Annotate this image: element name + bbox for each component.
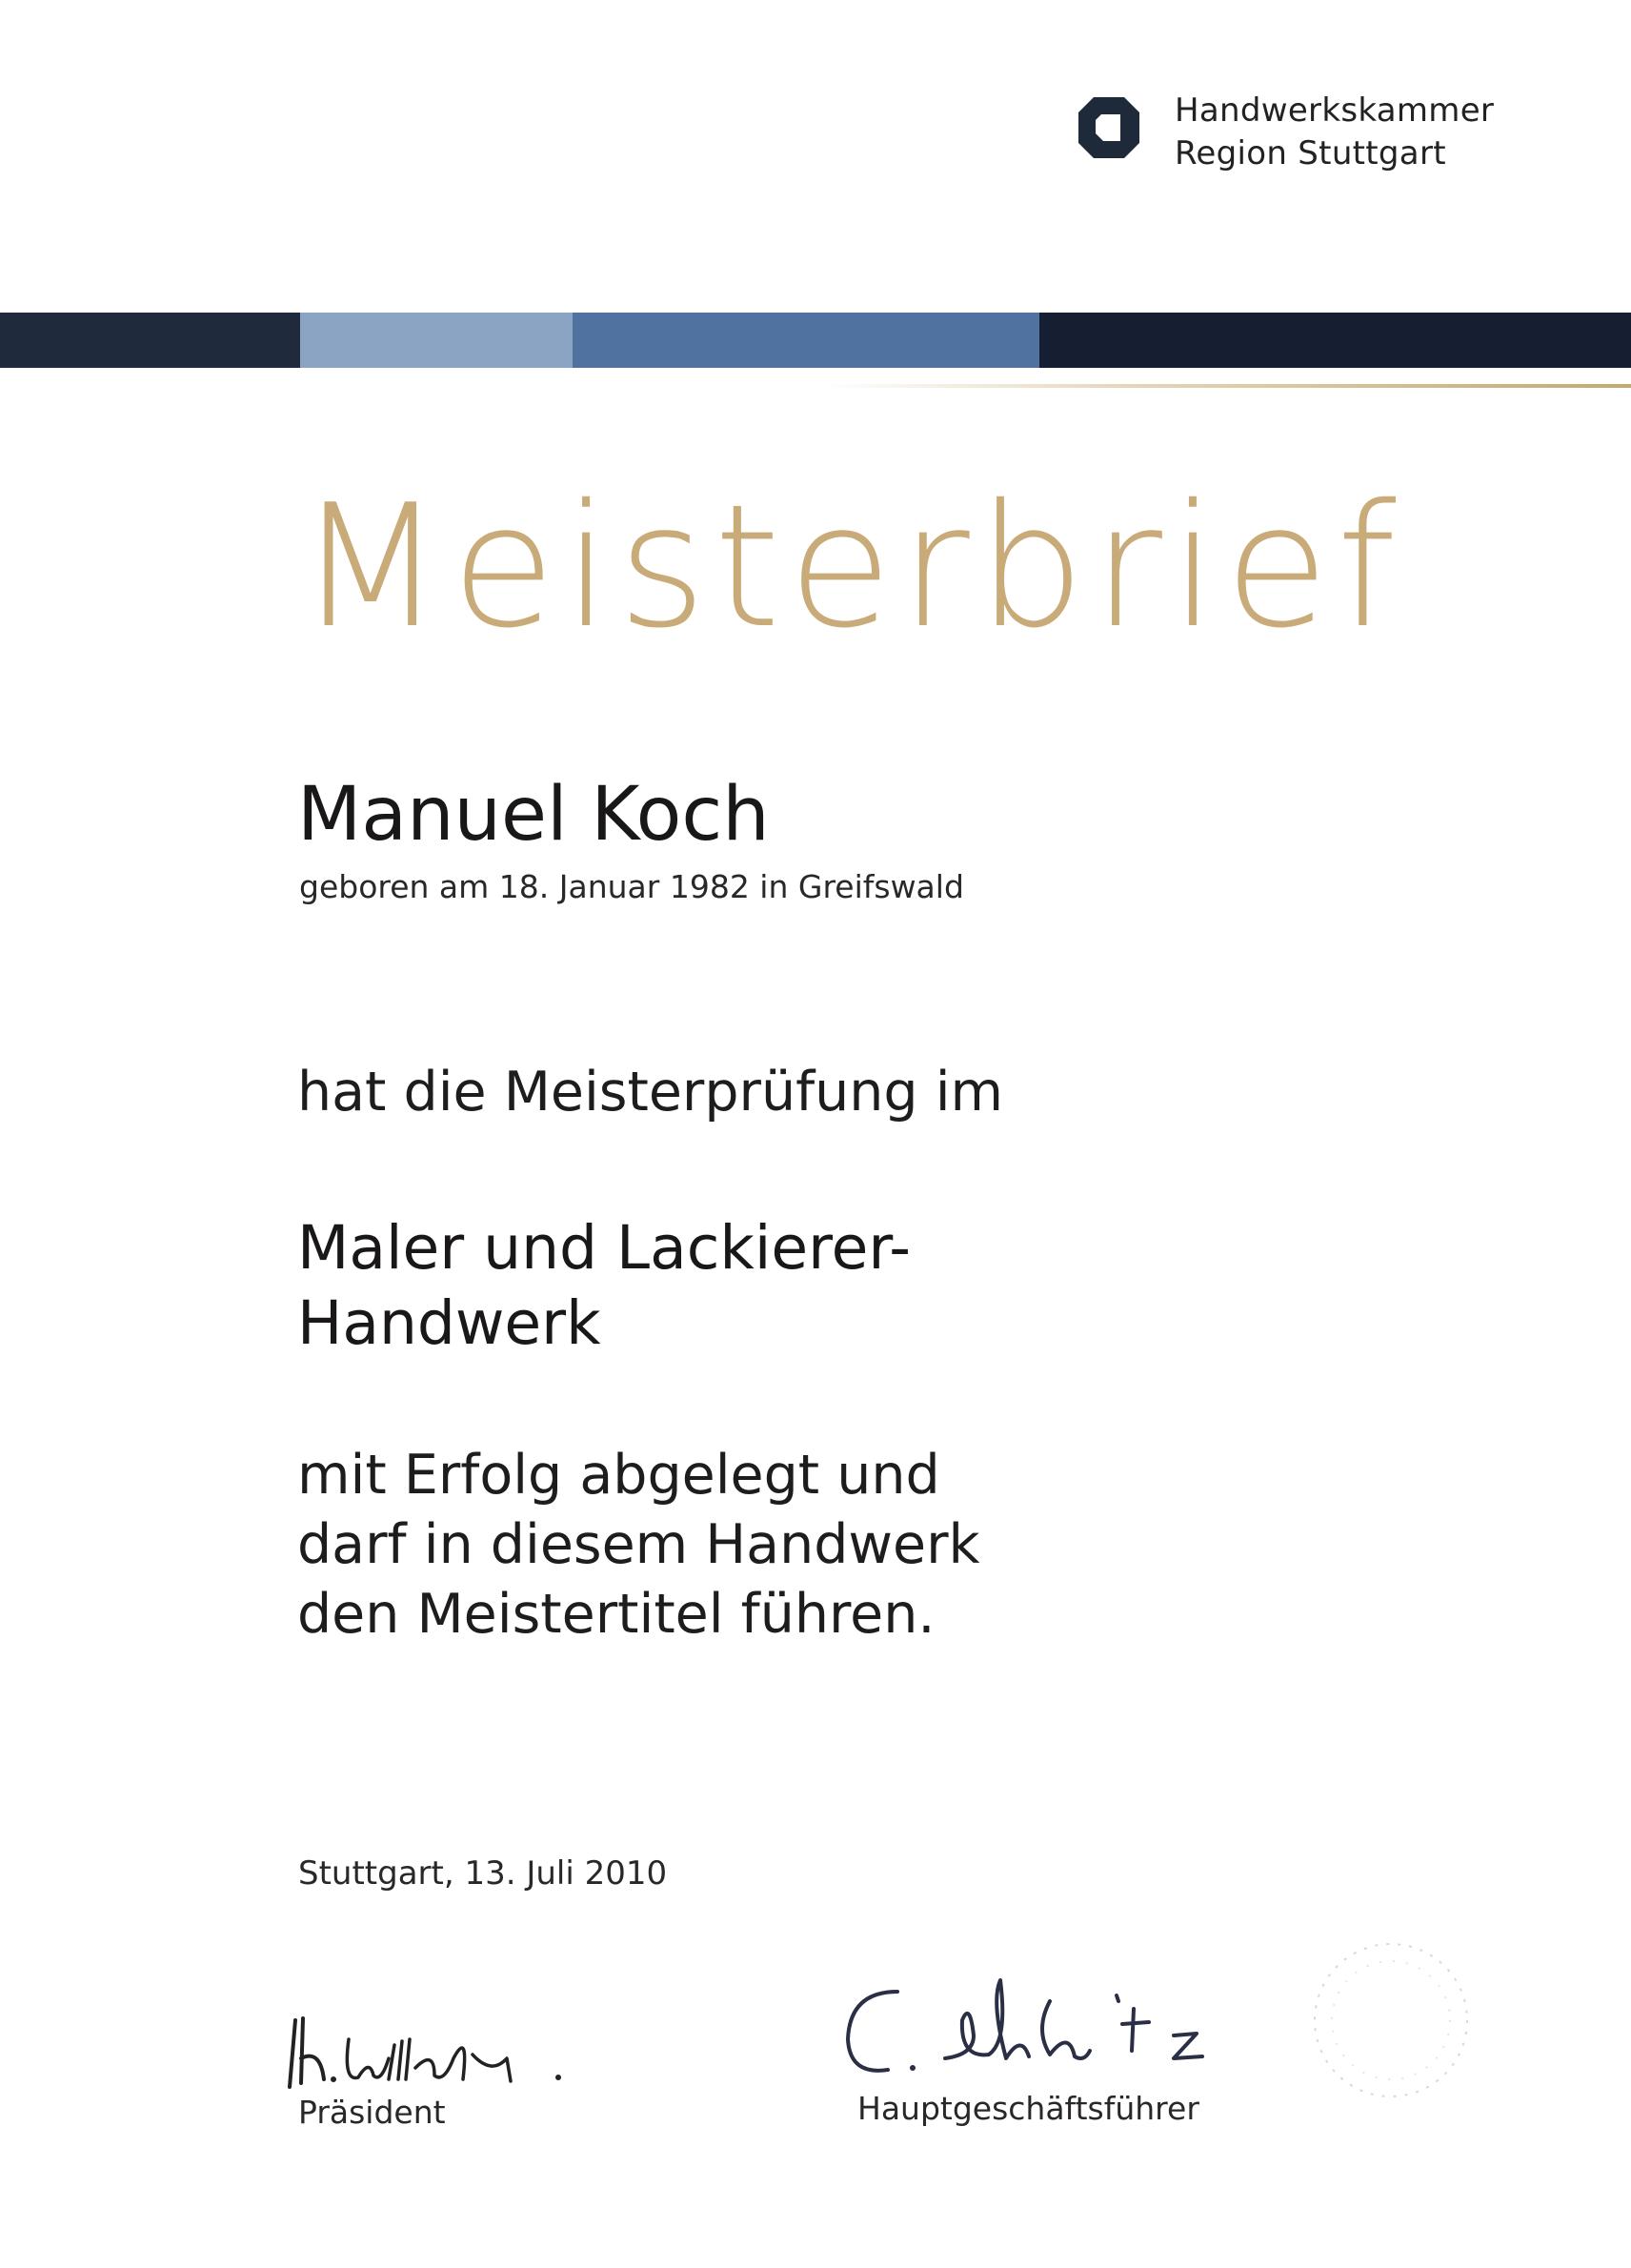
chamber-logo-icon (1075, 93, 1143, 162)
band-segment-light-blue (300, 313, 573, 368)
band-segment-navy (1039, 313, 1631, 368)
president-role: Präsident (298, 2094, 446, 2131)
trade-line-1: Maler und Lackierer- (297, 1213, 911, 1283)
outro-line-1: mit Erfolg abgelegt und (297, 1444, 940, 1507)
band-segment-dark (0, 313, 300, 368)
organization-line-1: Handwerkskammer (1175, 91, 1495, 130)
organization-name (1175, 90, 1494, 175)
birth-info: geboren am 18. Januar 1982 in Greifswald (299, 868, 964, 905)
outro-line-2: darf in diesem Handwerk (297, 1513, 980, 1576)
organization-line-2: Region Stuttgart (1175, 134, 1446, 172)
exam-intro: hat die Meisterprüfung im (297, 1061, 1004, 1124)
place-date: Stuttgart, 13. Juli 2010 (298, 1854, 668, 1893)
outro-line-3: den Meistertitel führen. (297, 1583, 936, 1646)
band-segment-mid-blue (573, 313, 1039, 368)
exam-outro (297, 1441, 980, 1650)
trade-line-2: Handwerk (297, 1288, 601, 1358)
gold-rule (819, 384, 1631, 388)
certificate-title: Meisterbrief (297, 468, 1404, 665)
president-signature (282, 1992, 587, 2096)
trade-name (297, 1210, 911, 1361)
managing-director-signature (831, 1963, 1250, 2096)
managing-director-role: Hauptgeschäftsführer (857, 2090, 1199, 2127)
recipient-name: Manuel Koch (297, 772, 770, 858)
embossed-seal (1296, 1925, 1486, 2116)
color-band (0, 313, 1631, 368)
